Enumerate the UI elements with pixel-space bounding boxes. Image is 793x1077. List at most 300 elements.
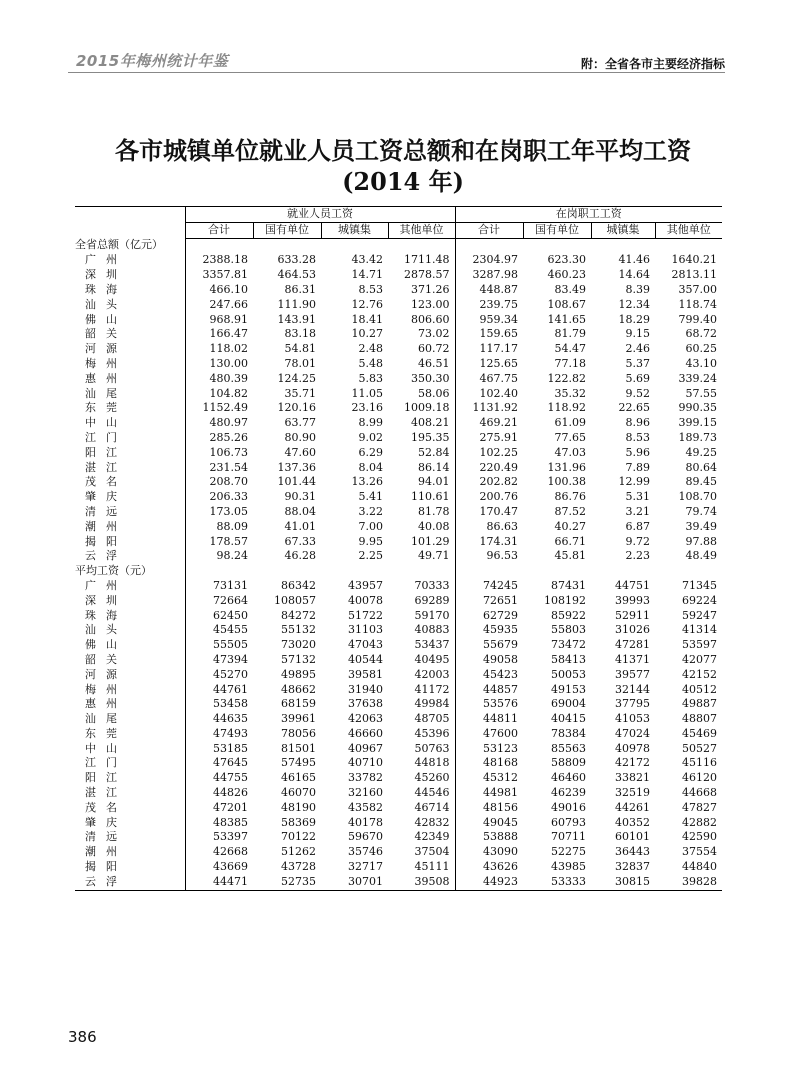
city-name: 河源 xyxy=(85,342,127,356)
value-cell: 339.24 xyxy=(678,371,717,385)
value-cell: 399.15 xyxy=(678,416,717,430)
value-cell: 83.18 xyxy=(284,327,316,341)
value-cell: 97.88 xyxy=(685,534,717,548)
value-cell: 480.39 xyxy=(185,372,253,387)
city-name: 阳江 xyxy=(85,771,127,785)
table-row xyxy=(75,653,722,668)
value-cell: 159.65 xyxy=(455,327,523,342)
value-cell: 52735 xyxy=(253,875,321,890)
value-cell: 30701 xyxy=(321,875,388,890)
value-cell: 44857 xyxy=(455,683,523,698)
table-row xyxy=(75,342,722,357)
section-label: 全省总额（亿元） xyxy=(75,238,163,252)
value-cell: 106.73 xyxy=(185,446,253,461)
table-row xyxy=(75,475,722,490)
value-cell: 18.41 xyxy=(351,312,383,326)
value-cell: 52.84 xyxy=(418,445,450,459)
city-name: 肇庆 xyxy=(85,815,127,829)
value-cell: 2.48 xyxy=(358,342,383,356)
value-cell: 3.21 xyxy=(625,504,650,518)
value-cell: 7.00 xyxy=(358,519,383,533)
value-cell: 47493 xyxy=(185,727,253,742)
city-name: 广州 xyxy=(85,578,127,592)
value-cell: 68159 xyxy=(281,697,316,711)
value-cell: 5.41 xyxy=(358,490,383,504)
value-cell: 12.76 xyxy=(351,297,383,311)
value-cell: 45111 xyxy=(414,860,450,874)
value-cell: 39508 xyxy=(388,875,455,890)
value-cell: 69289 xyxy=(414,593,450,607)
value-cell: 45260 xyxy=(414,771,450,785)
value-cell: 67.33 xyxy=(284,534,316,548)
value-cell: 22.65 xyxy=(618,401,650,415)
value-cell: 53597 xyxy=(682,638,717,652)
value-cell: 2.46 xyxy=(625,342,650,356)
value-cell: 239.75 xyxy=(455,298,523,313)
value-cell: 44546 xyxy=(414,786,450,800)
city-name: 清远 xyxy=(85,830,127,844)
value-cell: 43626 xyxy=(455,860,523,875)
city-name: 肇庆 xyxy=(85,490,127,504)
value-cell: 123.00 xyxy=(411,297,450,311)
value-cell: 14.71 xyxy=(351,268,383,282)
value-cell: 89.45 xyxy=(685,475,717,489)
group-header-row xyxy=(75,207,722,223)
value-cell: 94.01 xyxy=(418,475,450,489)
value-cell: 10.27 xyxy=(351,327,383,341)
value-cell: 47600 xyxy=(455,727,523,742)
value-cell: 40352 xyxy=(615,815,650,829)
city-name: 梅州 xyxy=(85,682,127,696)
value-cell: 48.49 xyxy=(685,549,717,563)
value-cell: 60101 xyxy=(615,830,650,844)
value-cell: 141.65 xyxy=(547,312,586,326)
value-cell: 43.42 xyxy=(351,253,383,267)
value-cell: 40178 xyxy=(348,815,383,829)
value-cell: 85563 xyxy=(551,741,586,755)
value-cell: 58413 xyxy=(551,652,586,666)
value-cell: 53458 xyxy=(185,697,253,712)
value-cell: 104.82 xyxy=(185,387,253,402)
value-cell: 58809 xyxy=(551,756,586,770)
value-cell: 48168 xyxy=(455,756,523,771)
table-row xyxy=(75,683,722,698)
value-cell: 53123 xyxy=(455,742,523,757)
value-cell: 46660 xyxy=(348,726,383,740)
value-cell: 44261 xyxy=(615,800,650,814)
value-cell: 55803 xyxy=(551,623,586,637)
value-cell: 40495 xyxy=(414,652,450,666)
city-name: 韶关 xyxy=(85,327,127,341)
value-cell: 39993 xyxy=(615,593,650,607)
value-cell: 73020 xyxy=(281,638,316,652)
value-cell: 18.29 xyxy=(618,312,650,326)
table-row xyxy=(75,594,722,609)
city-name: 梅州 xyxy=(85,356,127,370)
table-row xyxy=(75,549,722,564)
table-row xyxy=(75,298,722,313)
value-cell: 43582 xyxy=(348,800,383,814)
value-cell: 83.49 xyxy=(554,282,586,296)
value-cell: 40710 xyxy=(348,756,383,770)
value-cell: 12.99 xyxy=(618,475,650,489)
value-cell: 55132 xyxy=(281,623,316,637)
value-cell: 43957 xyxy=(348,578,383,592)
value-cell: 63.77 xyxy=(284,416,316,430)
value-cell: 12.34 xyxy=(618,297,650,311)
value-cell: 371.26 xyxy=(411,282,450,296)
value-cell: 32144 xyxy=(615,682,650,696)
value-cell: 41172 xyxy=(414,682,450,696)
city-name: 潮州 xyxy=(85,519,127,533)
value-cell: 53437 xyxy=(414,638,450,652)
table-row xyxy=(75,253,722,268)
value-cell: 40978 xyxy=(615,741,650,755)
value-cell: 66.71 xyxy=(554,534,586,548)
city-name: 云浮 xyxy=(85,549,127,563)
value-cell: 137.36 xyxy=(277,460,316,474)
wage-table xyxy=(75,206,722,891)
value-cell: 55679 xyxy=(455,638,523,653)
value-cell: 9.15 xyxy=(625,327,650,341)
value-cell: 72664 xyxy=(185,594,253,609)
value-cell: 62450 xyxy=(185,609,253,624)
city-name: 惠州 xyxy=(85,697,127,711)
value-cell: 35746 xyxy=(348,845,383,859)
col-header: 合计 xyxy=(185,222,253,238)
value-cell: 42349 xyxy=(414,830,450,844)
table-row xyxy=(75,490,722,505)
value-cell: 46070 xyxy=(281,786,316,800)
value-cell: 100.38 xyxy=(547,475,586,489)
value-cell: 47281 xyxy=(615,638,650,652)
table-row xyxy=(75,623,722,638)
value-cell: 81.79 xyxy=(554,327,586,341)
value-cell: 247.66 xyxy=(185,298,253,313)
value-cell: 59670 xyxy=(348,830,383,844)
value-cell: 52911 xyxy=(615,608,650,622)
value-cell: 33821 xyxy=(615,771,650,785)
table-row xyxy=(75,816,722,831)
value-cell: 131.96 xyxy=(547,460,586,474)
value-cell: 480.97 xyxy=(185,416,253,431)
value-cell: 74245 xyxy=(455,579,523,594)
value-cell: 44751 xyxy=(615,578,650,592)
table-row xyxy=(75,638,722,653)
value-cell: 122.82 xyxy=(547,371,586,385)
value-cell: 39828 xyxy=(655,875,722,890)
value-cell: 275.91 xyxy=(455,431,523,446)
value-cell: 101.29 xyxy=(411,534,450,548)
value-cell: 5.37 xyxy=(625,356,650,370)
value-cell: 110.61 xyxy=(411,490,450,504)
table-row xyxy=(75,697,722,712)
value-cell: 37795 xyxy=(615,697,650,711)
value-cell: 42882 xyxy=(682,815,717,829)
value-cell: 45312 xyxy=(455,771,523,786)
value-cell: 44668 xyxy=(682,786,717,800)
value-cell: 799.40 xyxy=(678,312,717,326)
table-row xyxy=(75,742,722,757)
table-row xyxy=(75,579,722,594)
value-cell: 40512 xyxy=(682,682,717,696)
value-cell: 806.60 xyxy=(411,312,450,326)
city-name: 深圳 xyxy=(85,593,127,607)
value-cell: 80.64 xyxy=(685,460,717,474)
value-cell: 52275 xyxy=(551,845,586,859)
value-cell: 41053 xyxy=(615,712,650,726)
value-cell: 990.35 xyxy=(678,401,717,415)
value-cell: 85922 xyxy=(551,608,586,622)
value-cell: 39581 xyxy=(348,667,383,681)
value-cell: 42152 xyxy=(682,667,717,681)
value-cell: 3357.81 xyxy=(185,268,253,283)
value-cell: 48190 xyxy=(281,800,316,814)
value-cell: 46.28 xyxy=(284,549,316,563)
value-cell: 8.04 xyxy=(358,460,383,474)
value-cell: 62729 xyxy=(455,609,523,624)
value-cell: 47.60 xyxy=(284,445,316,459)
col-header: 国有单位 xyxy=(253,222,321,238)
value-cell: 30815 xyxy=(591,875,655,890)
value-cell: 70333 xyxy=(414,578,450,592)
value-cell: 45935 xyxy=(455,623,523,638)
page-title: 各市城镇单位就业人员工资总额和在岗职工年平均工资 xyxy=(115,136,691,165)
value-cell: 45455 xyxy=(185,623,253,638)
value-cell: 86.76 xyxy=(554,490,586,504)
value-cell: 49.25 xyxy=(685,445,717,459)
value-cell: 8.53 xyxy=(625,430,650,444)
value-cell: 44840 xyxy=(682,860,717,874)
value-cell: 13.26 xyxy=(351,475,383,489)
value-cell: 81.78 xyxy=(418,504,450,518)
table-row xyxy=(75,668,722,683)
page-number: 386 xyxy=(68,1028,97,1046)
value-cell: 166.47 xyxy=(185,327,253,342)
value-cell: 189.73 xyxy=(678,430,717,444)
value-cell: 206.33 xyxy=(185,490,253,505)
value-cell: 49058 xyxy=(455,653,523,668)
value-cell: 9.72 xyxy=(625,534,650,548)
city-name: 江门 xyxy=(85,430,127,444)
value-cell: 48662 xyxy=(281,682,316,696)
value-cell: 40078 xyxy=(348,593,383,607)
value-cell: 120.16 xyxy=(277,401,316,415)
city-name: 东莞 xyxy=(85,401,127,415)
value-cell: 2813.11 xyxy=(671,268,717,282)
value-cell: 5.96 xyxy=(625,445,650,459)
table-row xyxy=(75,771,722,786)
value-cell: 57.55 xyxy=(685,386,717,400)
value-cell: 49016 xyxy=(551,800,586,814)
value-cell: 49984 xyxy=(414,697,450,711)
value-cell: 2388.18 xyxy=(185,253,253,268)
value-cell: 968.91 xyxy=(185,313,253,328)
value-cell: 49895 xyxy=(281,667,316,681)
value-cell: 96.53 xyxy=(455,549,523,564)
value-cell: 43.10 xyxy=(685,356,717,370)
value-cell: 54.47 xyxy=(554,342,586,356)
value-cell: 39961 xyxy=(281,712,316,726)
table-row xyxy=(75,520,722,535)
table-row xyxy=(75,431,722,446)
value-cell: 73.02 xyxy=(418,327,450,341)
value-cell: 42077 xyxy=(682,652,717,666)
value-cell: 5.83 xyxy=(358,371,383,385)
value-cell: 68.72 xyxy=(685,327,717,341)
value-cell: 78.01 xyxy=(284,356,316,370)
value-cell: 1711.48 xyxy=(404,253,450,267)
table-row xyxy=(75,609,722,624)
table-row xyxy=(75,357,722,372)
yearbook-title: 2015年梅州统计年鉴 xyxy=(76,52,229,70)
section-label: 平均工资（元） xyxy=(75,564,152,578)
value-cell: 47024 xyxy=(615,726,650,740)
col-header: 合计 xyxy=(455,222,523,238)
table-row xyxy=(75,283,722,298)
value-cell: 3287.98 xyxy=(455,268,523,283)
value-cell: 57495 xyxy=(281,756,316,770)
value-cell: 41.01 xyxy=(284,519,316,533)
city-name: 深圳 xyxy=(85,268,127,282)
value-cell: 1009.18 xyxy=(404,401,450,415)
value-cell: 40544 xyxy=(348,652,383,666)
value-cell: 70711 xyxy=(551,830,586,844)
value-cell: 408.21 xyxy=(411,416,450,430)
value-cell: 88.09 xyxy=(185,520,253,535)
value-cell: 111.90 xyxy=(277,297,316,311)
value-cell: 70122 xyxy=(281,830,316,844)
value-cell: 80.90 xyxy=(284,430,316,444)
value-cell: 49887 xyxy=(682,697,717,711)
value-cell: 58.06 xyxy=(418,386,450,400)
value-cell: 170.47 xyxy=(455,505,523,520)
value-cell: 102.25 xyxy=(455,446,523,461)
value-cell: 31026 xyxy=(615,623,650,637)
city-name: 惠州 xyxy=(85,371,127,385)
value-cell: 350.30 xyxy=(411,371,450,385)
value-cell: 86.14 xyxy=(418,460,450,474)
table-body xyxy=(75,238,722,890)
value-cell: 5.48 xyxy=(358,356,383,370)
value-cell: 285.26 xyxy=(185,431,253,446)
value-cell: 59247 xyxy=(682,608,717,622)
city-name: 珠海 xyxy=(85,608,127,622)
value-cell: 40883 xyxy=(414,623,450,637)
value-cell: 5.31 xyxy=(625,490,650,504)
value-cell: 45396 xyxy=(414,726,450,740)
value-cell: 41371 xyxy=(615,652,650,666)
value-cell: 45270 xyxy=(185,668,253,683)
city-name: 揭阳 xyxy=(85,860,127,874)
value-cell: 959.34 xyxy=(455,313,523,328)
value-cell: 53185 xyxy=(185,742,253,757)
value-cell: 45.81 xyxy=(554,549,586,563)
value-cell: 43728 xyxy=(281,860,316,874)
value-cell: 32519 xyxy=(615,786,650,800)
city-name: 汕尾 xyxy=(85,712,127,726)
value-cell: 8.39 xyxy=(625,282,650,296)
value-cell: 108192 xyxy=(544,593,586,607)
table-row xyxy=(75,268,722,283)
col-header: 其他单位 xyxy=(655,222,722,238)
value-cell: 42003 xyxy=(414,667,450,681)
value-cell: 118.92 xyxy=(547,401,586,415)
city-name: 茂名 xyxy=(85,800,127,814)
value-cell: 42172 xyxy=(615,756,650,770)
value-cell: 469.21 xyxy=(455,416,523,431)
city-name: 湛江 xyxy=(85,460,127,474)
value-cell: 43985 xyxy=(551,860,586,874)
city-name: 汕头 xyxy=(85,297,127,311)
page-subtitle-year: (2014 年) xyxy=(342,167,464,196)
col-header: 城镇集 xyxy=(591,222,655,238)
value-cell: 102.40 xyxy=(455,387,523,402)
value-cell: 46239 xyxy=(551,786,586,800)
city-name: 东莞 xyxy=(85,726,127,740)
table-row xyxy=(75,461,722,476)
value-cell: 46714 xyxy=(414,800,450,814)
value-cell: 633.28 xyxy=(277,253,316,267)
value-cell: 47394 xyxy=(185,653,253,668)
value-cell: 101.44 xyxy=(277,475,316,489)
city-name: 广州 xyxy=(85,253,127,267)
value-cell: 57132 xyxy=(281,652,316,666)
value-cell: 49.71 xyxy=(418,549,450,563)
value-cell: 6.29 xyxy=(358,445,383,459)
table-row xyxy=(75,860,722,875)
value-cell: 44471 xyxy=(185,875,253,890)
table-row xyxy=(75,801,722,816)
value-cell: 47201 xyxy=(185,801,253,816)
value-cell: 87.52 xyxy=(554,504,586,518)
value-cell: 54.81 xyxy=(284,342,316,356)
value-cell: 108057 xyxy=(274,593,316,607)
value-cell: 125.65 xyxy=(455,357,523,372)
value-cell: 47645 xyxy=(185,756,253,771)
value-cell: 6.87 xyxy=(625,519,650,533)
value-cell: 77.65 xyxy=(554,430,586,444)
value-cell: 78384 xyxy=(551,726,586,740)
value-cell: 41314 xyxy=(682,623,717,637)
value-cell: 200.76 xyxy=(455,490,523,505)
value-cell: 124.25 xyxy=(277,371,316,385)
value-cell: 46120 xyxy=(682,771,717,785)
value-cell: 3.22 xyxy=(358,504,383,518)
value-cell: 8.96 xyxy=(625,416,650,430)
group-onduty-header: 在岗职工工资 xyxy=(455,207,722,223)
value-cell: 173.05 xyxy=(185,505,253,520)
value-cell: 44811 xyxy=(455,712,523,727)
table-row xyxy=(75,756,722,771)
value-cell: 143.91 xyxy=(277,312,316,326)
value-cell: 2304.97 xyxy=(455,253,523,268)
value-cell: 47043 xyxy=(348,638,383,652)
section-row-total xyxy=(75,238,722,253)
table-row xyxy=(75,727,722,742)
value-cell: 9.02 xyxy=(358,430,383,444)
city-name: 佛山 xyxy=(85,312,127,326)
value-cell: 60.25 xyxy=(685,342,717,356)
value-cell: 45116 xyxy=(682,756,717,770)
value-cell: 86.31 xyxy=(284,282,316,296)
value-cell: 77.18 xyxy=(554,356,586,370)
value-cell: 84272 xyxy=(281,608,316,622)
value-cell: 73131 xyxy=(185,579,253,594)
value-cell: 42668 xyxy=(185,845,253,860)
value-cell: 11.05 xyxy=(351,386,383,400)
value-cell: 88.04 xyxy=(284,504,316,518)
